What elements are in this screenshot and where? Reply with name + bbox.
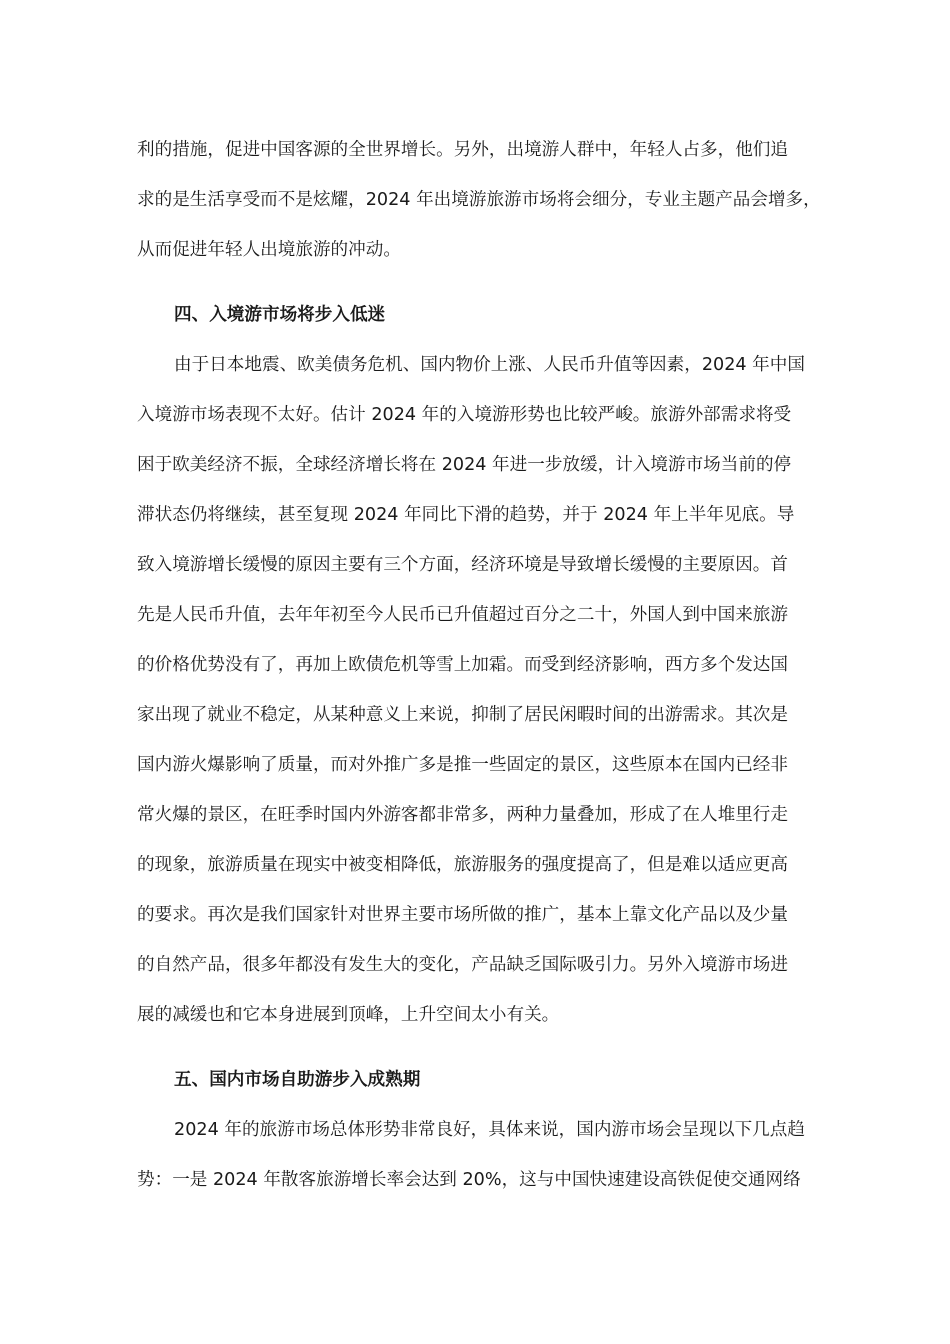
text-line: 致入境游增长缓慢的原因主要有三个方面，经济环境是导致增长缓慢的主要原因。首: [137, 555, 788, 575]
text-line: 的自然产品，很多年都没有发生大的变化，产品缺乏国际吸引力。另外入境游市场进: [137, 955, 788, 975]
section-heading-inbound: 四、入境游市场将步入低迷: [174, 305, 386, 325]
text-line: 先是人民币升值，去年年初至今人民币已升值超过百分之二十，外国人到中国来旅游: [137, 605, 788, 625]
text-line: 2024 年的旅游市场总体形势非常良好，具体来说，国内游市场会呈现以下几点趋: [174, 1120, 805, 1140]
paragraph-inbound: [137, 345, 870, 1045]
text-line: 困于欧美经济不振，全球经济增长将在 2024 年进一步放缓，计入境游市场当前的停: [137, 455, 792, 475]
text-line: 从而促进年轻人出境旅游的冲动。: [137, 240, 401, 260]
document-page: [137, 130, 870, 1210]
text-line: 家出现了就业不稳定，从某种意义上来说，抑制了居民闲暇时间的出游需求。其次是: [137, 705, 788, 725]
text-line: 势：一是 2024 年散客旅游增长率会达到 20%，这与中国快速建设高铁促使交通网络: [137, 1170, 801, 1190]
section-heading-domestic: 五、国内市场自助游步入成熟期: [174, 1070, 421, 1090]
text-line: 由于日本地震、欧美债务危机、国内物价上涨、人民币升值等因素，2024 年中国: [174, 355, 805, 375]
text-line: 展的减缓也和它本身进展到顶峰，上升空间太小有关。: [137, 1005, 560, 1025]
text-line: 的价格优势没有了，再加上欧债危机等雪上加霜。而受到经济影响，西方多个发达国: [137, 655, 788, 675]
text-line: 国内游火爆影响了质量，而对外推广多是推一些固定的景区，这些原本在国内已经非: [137, 755, 788, 775]
paragraph-outbound-continued: [137, 130, 870, 280]
text-line: 求的是生活享受而不是炫耀，2024 年出境游旅游市场将会细分，专业主题产品会增多，: [137, 190, 821, 210]
text-line: 常火爆的景区，在旺季时国内外游客都非常多，两种力量叠加，形成了在人堆里行走: [137, 805, 788, 825]
text-line: 的现象，旅游质量在现实中被变相降低，旅游服务的强度提高了，但是难以适应更高: [137, 855, 788, 875]
paragraph-domestic: [137, 1110, 870, 1210]
text-line: 滞状态仍将继续，甚至复现 2024 年同比下滑的趋势，并于 2024 年上半年见底。导: [137, 505, 795, 525]
text-line: 入境游市场表现不太好。估计 2024 年的入境游形势也比较严峻。旅游外部需求将受: [137, 405, 792, 425]
text-line: 的要求。再次是我们国家针对世界主要市场所做的推广，基本上靠文化产品以及少量: [137, 905, 788, 925]
text-line: 利的措施，促进中国客源的全世界增长。另外，出境游人群中，年轻人占多，他们追: [137, 140, 788, 160]
